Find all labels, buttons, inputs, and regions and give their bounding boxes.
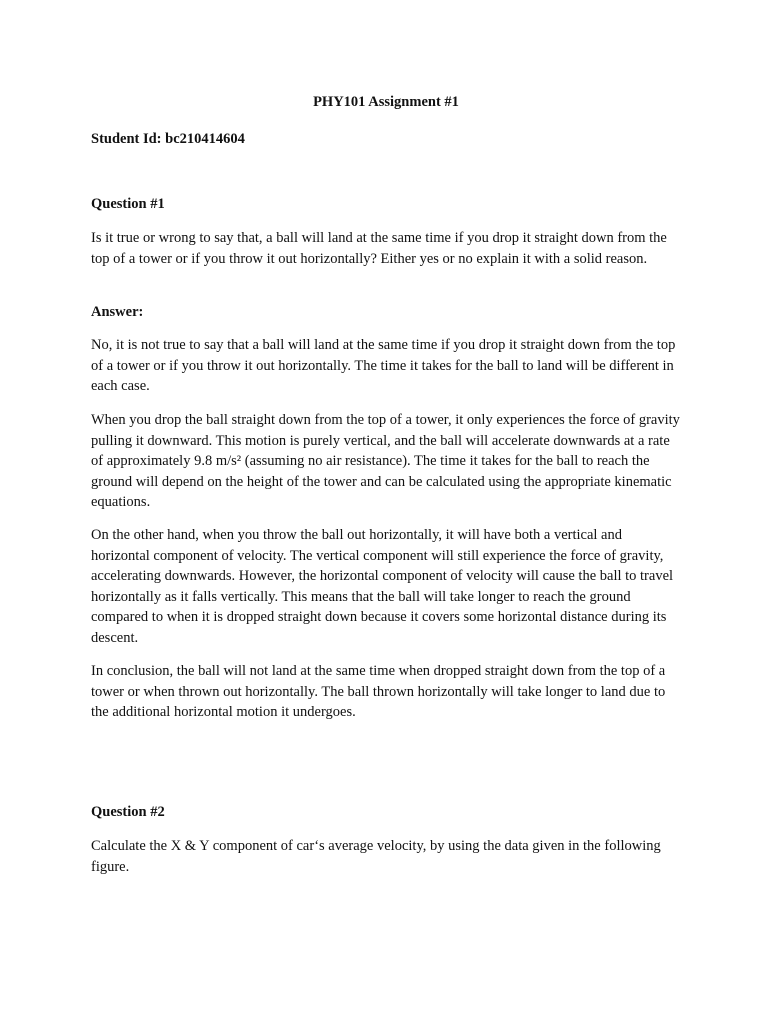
question-2-heading: Question #2 [91,804,165,820]
page-title: PHY101 Assignment #1 [313,94,459,110]
answer-paragraph-2: When you drop the ball straight down from the top of a tower, it only experiences the force of gravity pulling it downward. This motion is purely vertical, and the ball will accelerate downwards at a rate of approximately 9.8 m/s² (assuming no air resistance). The time it takes for the ball to reach the ground will depend on the height of the tower and can be calculated using the appropriate kinematic equations. [91,412,680,510]
question-2-text: Calculate the X & Y component of car‘s average velocity, by using the data given in the following figure. [91,838,661,875]
student-id: Student Id: bc210414604 [91,131,245,147]
answer-paragraph-4: In conclusion, the ball will not land at the same time when dropped straight down from the top of a tower or when thrown out horizontally. The ball thrown horizontally will take longer to land due to the additional horizontal motion it undergoes. [91,663,666,720]
question-1-heading: Question #1 [91,196,165,212]
answer-label: Answer: [91,304,144,320]
answer-paragraph-1: No, it is not true to say that a ball will land at the same time if you drop it straight down from the top of a tower or if you throw it out horizontally. The time it takes for the ball to land will be different in each case. [91,337,676,394]
answer-paragraph-3: On the other hand, when you throw the ball out horizontally, it will have both a vertical and horizontal component of velocity. The vertical component will still experience the force of gravity, accelerating downwards. However, the horizontal component of velocity will cause the ball to travel horizontally as it falls vertically. This means that the ball will take longer to reach the ground compared to when it is dropped straight down because it covers some horizontal distance during its descent. [91,527,674,646]
question-1-text: Is it true or wrong to say that, a ball will land at the same time if you drop it straight down from the top of a tower or if you throw it out horizontally? Either yes or no explain it with a solid reason. [91,230,667,267]
